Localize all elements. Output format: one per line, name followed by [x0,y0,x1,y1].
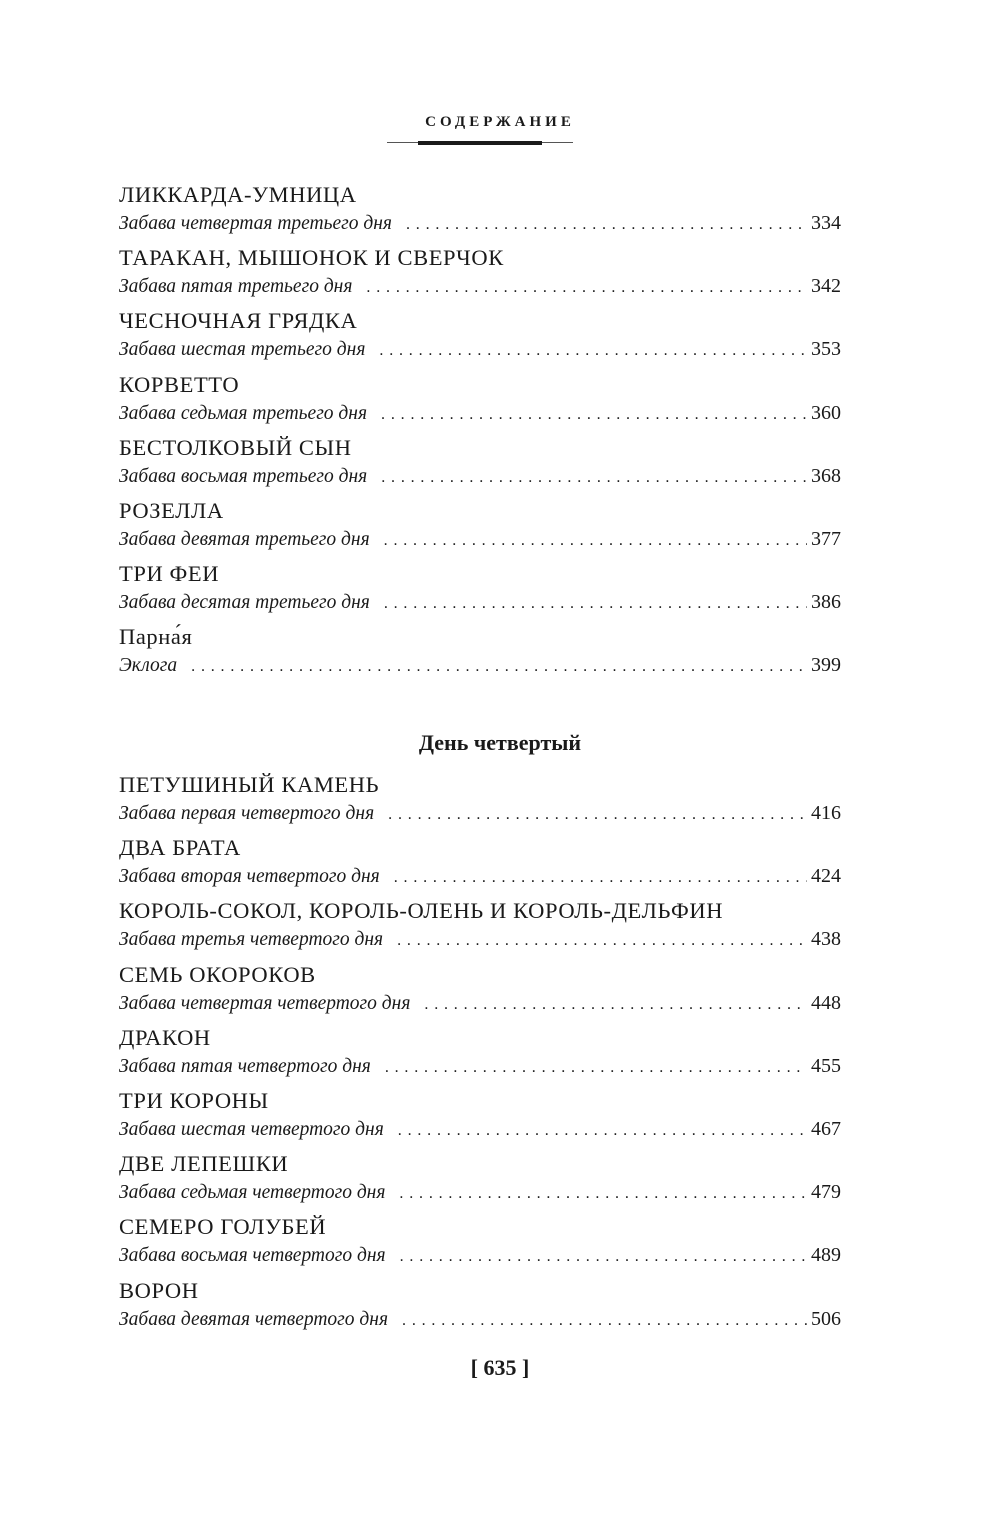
toc-entry [119,559,841,622]
toc-entry [119,622,841,685]
toc-entry-page-number: 489 [811,1244,841,1267]
toc-entry-line [119,400,841,428]
toc-entry-subtitle: Забава пятая третьего дня [119,276,353,298]
toc-entry-subtitle: Забава восьмая третьего дня [119,465,368,487]
toc-entry-line [119,1116,841,1144]
toc-entry-line [119,652,841,680]
toc-entry-page-number: 455 [811,1054,841,1077]
toc-entry-title: СЕМЕРО ГОЛУБЕЙ [119,1214,327,1240]
toc-entry-page-number: 368 [811,464,841,487]
toc-entry-title: ЧЕСНОЧНАЯ ГРЯДКА [119,308,358,334]
toc-entry-subtitle: Забава третья четвертого дня [119,929,384,951]
toc-dot-leader [381,465,807,491]
toc-entry-page-number: 399 [811,654,841,677]
toc-dot-leader [385,1055,807,1081]
toc-dot-leader [384,591,807,617]
toc-entry-title: КОРОЛЬ-СОКОЛ, КОРОЛЬ-ОЛЕНЬ И КОРОЛЬ-ДЕЛЬФИН [119,898,724,924]
toc-entry-title: ДВА БРАТА [119,835,241,861]
page-number: [ 635 ] [470,1355,530,1380]
toc-entry [119,1212,841,1275]
toc-entry-line [119,273,841,301]
toc-dot-leader [394,865,807,891]
toc-entry-subtitle: Забава девятая четвертого дня [119,1308,389,1330]
toc-entry [119,1149,841,1212]
toc-entry-page-number: 424 [811,865,841,888]
toc-dot-leader [384,528,807,554]
toc-entry-title: СЕМЬ ОКОРОКОВ [119,961,316,987]
toc-entry-title: ТРИ КОРОНЫ [119,1087,269,1113]
toc-entry-subtitle: Забава восьмая четвертого дня [119,1245,386,1267]
toc-entry-line [119,526,841,554]
toc-entry-page-number: 479 [811,1181,841,1204]
toc-dot-leader [191,654,807,680]
toc-entry-page-number: 377 [811,527,841,550]
toc-entry-subtitle: Забава четвертая третьего дня [119,213,392,234]
toc-entry [119,433,841,496]
toc-entry-page-number: 438 [811,928,841,951]
toc-entry-title: ДРАКОН [119,1024,211,1050]
toc-entry-subtitle: Забава четвертая четвертого дня [119,992,411,1014]
toc-entry-page-number: 467 [811,1117,841,1140]
toc-entry-subtitle: Забава пятая четвертого дня [119,1055,371,1077]
toc-entry-page-number: 334 [811,212,841,234]
toc-entry-page-number: 506 [811,1307,841,1330]
toc-entry-title: ВОРОН [119,1277,199,1303]
toc-entry [119,180,841,243]
toc-entry-title: КОРВЕТТО [119,371,240,397]
toc-entry [119,370,841,433]
toc-entry-page-number: 353 [811,338,841,361]
toc-entry-title: Парна́я [119,624,193,650]
toc-entry [119,960,841,1023]
toc-entry-title: РОЗЕЛЛА [119,497,224,523]
toc-entry-title: ДВЕ ЛЕПЕШКИ [119,1151,289,1177]
toc-entry-page-number: 448 [811,991,841,1014]
toc-entry-subtitle: Забава седьмая четвертого дня [119,1182,386,1204]
toc-entry-page-number: 360 [811,401,841,424]
toc-dot-leader [366,275,807,301]
toc-entry-line [119,463,841,491]
toc-entry-line [119,926,841,954]
toc-entry-title: ТАРАКАН, МЫШОНОК И СВЕРЧОК [119,245,504,271]
toc-dot-leader [388,802,807,828]
toc-entry-subtitle: Забава шестая третьего дня [119,339,366,361]
toc-entry-line [119,1053,841,1081]
toc-dot-leader [424,992,807,1018]
toc-entry-subtitle: Забава шестая четвертого дня [119,1118,384,1140]
toc-entry-subtitle: Забава десятая третьего дня [119,592,370,614]
toc-dot-leader [402,1308,807,1334]
toc-entry-subtitle: Забава девятая третьего дня [119,528,370,550]
toc-entry-title: ТРИ ФЕИ [119,561,220,587]
toc-entry-line [119,1242,841,1270]
toc-entry-line [119,589,841,617]
toc-entry [119,896,841,959]
toc-entry [119,243,841,306]
toc-dot-leader [399,1181,807,1207]
section-heading-day-four: День четвертый [418,730,582,755]
toc-entry [119,496,841,559]
toc-dot-leader [400,1244,807,1270]
toc-dot-leader [406,212,807,238]
running-head-rule-accent [418,141,542,145]
toc-entry-page-number: 416 [811,802,841,824]
running-head: СОДЕРЖАНИЕ [425,114,575,130]
toc-entry-line [119,1179,841,1207]
toc-entry-title: БЕСТОЛКОВЫЙ СЫН [119,434,352,460]
toc-entry-line [119,863,841,891]
toc-entry-subtitle: Забава первая четвертого дня [119,803,375,824]
toc-dot-leader [397,928,807,954]
toc-entry [119,833,841,896]
toc-dot-leader [379,338,807,364]
toc-entry-line [119,990,841,1018]
toc-entry [119,1023,841,1086]
toc-entry-page-number: 386 [811,591,841,614]
toc-entry-line [119,1306,841,1334]
toc-entry-title: ЛИККАРДА-УМНИЦА [119,182,357,207]
toc-entry-line [119,336,841,364]
toc-dot-leader [398,1118,807,1144]
toc-entry [119,1086,841,1149]
toc-entry-line [119,210,841,238]
toc-entry-subtitle: Забава седьмая третьего дня [119,402,368,424]
toc-entry [119,1276,841,1339]
toc-entry-subtitle: Забава вторая четвертого дня [119,866,380,888]
toc-entry-title: ПЕТУШИНЫЙ КАМЕНЬ [119,772,380,797]
toc-dot-leader [381,402,807,428]
toc-entry [119,770,841,833]
toc-list-day-four [119,770,841,1339]
toc-entry-line [119,800,841,828]
toc-entry-subtitle: Эклога [119,655,178,677]
toc-list-day-three [119,180,841,686]
toc-entry-page-number: 342 [811,275,841,298]
toc-entry [119,306,841,369]
